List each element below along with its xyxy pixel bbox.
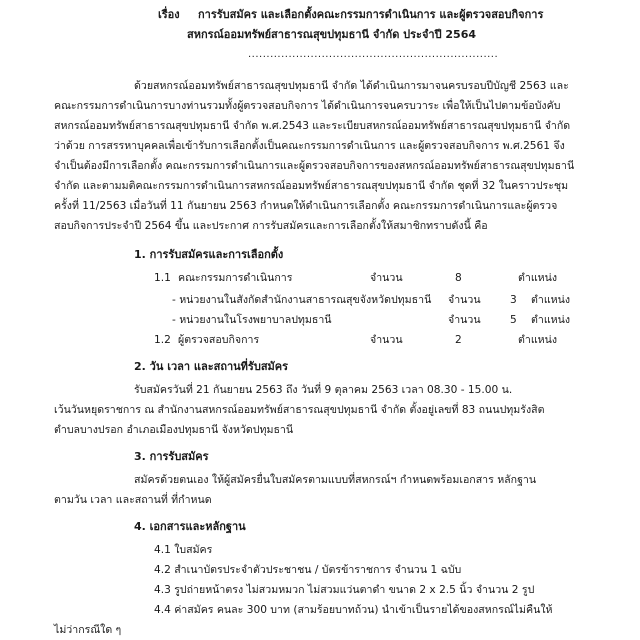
document-title-line1: การรับสมัคร และเลือกตั้งคณะกรรมการดำเนินการ และผู้ตรวจสอบกิจการ [198,8,544,21]
section-4-tail: ไม่ว่ากรณีใด ๆ [54,624,122,636]
row-1-2-num: 1.2 [154,334,171,346]
intro-line-4: ว่าด้วย การสรรหาบุคคลเพื่อเข้ารับการเลือกตั้งเป็นคณะกรรมการดำเนินการ และผู้ตรวจสอบกิจการ พ.ศ.2561 จึง [54,140,565,152]
section-2-line-3: ตำบลบางปรอก อำเภอเมืองปทุมธานี จังหวัดปทุมธานี [54,424,294,436]
intro-line-1: ด้วยสหกรณ์ออมทรัพย์สาธารณสุขปทุมธานี จำกัด ได้ดำเนินการมาจนครบรอบปีบัญชี 2563 และ [134,80,569,92]
row-1-2-amount-label: จำนวน [370,334,403,346]
title-dotted-underline: .................................................................... [248,49,499,60]
row-1-1b-amount: 5 [510,314,517,326]
row-1-1-label: คณะกรรมการดำเนินการ [178,272,293,284]
row-1-1b-label: - หน่วยงานในโรงพยาบาลปทุมธานี [172,314,332,326]
row-1-1-num: 1.1 [154,272,171,284]
row-1-2-label: ผู้ตรวจสอบกิจการ [178,334,260,346]
section-2-line-2: เว้นวันหยุดราชการ ณ สำนักงานสหกรณ์ออมทรัพย์สาธารณสุขปทุมธานี จำกัด ตั้งอยู่เลขที่ 83 ถนนปทุมรังสิต [54,404,545,416]
row-1-1a-amount-label: จำนวน [448,294,481,306]
row-1-2-amount: 2 [455,334,462,346]
section-4-item-4: 4.4 ค่าสมัคร คนละ 300 บาท (สามร้อยบาทถ้วน) นำเข้าเป็นรายได้ของสหกรณ์ไม่คืนให้ [154,604,553,616]
row-1-1a-amount: 3 [510,294,517,306]
intro-line-5: จำเป็นต้องมีการเลือกตั้ง คณะกรรมการดำเนินการและผู้ตรวจสอบกิจการของสหกรณ์ออมทรัพย์สาธารณสุขปทุมธานี [54,160,575,172]
section-4-heading: 4. เอกสารและหลักฐาน [134,520,246,533]
subject-label: เรื่อง [158,8,180,21]
section-2-heading: 2. วัน เวลา และสถานที่รับสมัคร [134,360,289,373]
section-3-line-1: สมัครด้วยตนเอง ให้ผู้สมัครยื่นใบสมัครตามแบบที่สหกรณ์ฯ กำหนดพร้อมเอกสาร หลักฐาน [134,474,537,486]
row-1-1a-unit: ตำแหน่ง [531,294,571,306]
section-4-item-2: 4.2 สำเนาบัตรประจำตัวประชาชน / บัตรข้าราชการ จำนวน 1 ฉบับ [154,564,462,576]
intro-line-7: ครั้งที่ 11/2563 เมื่อวันที่ 11 กันยายน 2563 กำหนดให้ดำเนินการเลือกตั้ง คณะกรรมการดำเนินการและผู้ตรวจ [54,200,558,212]
intro-line-8: สอบกิจการประจำปี 2564 ขึ้น และประกาศ การรับสมัครและการเลือกตั้งให้สมาชิกทราบดังนี้ คือ [54,220,488,232]
row-1-1b-unit: ตำแหน่ง [531,314,571,326]
row-1-1a-label: - หน่วยงานในสังกัดสำนักงานสาธารณสุขจังหวัดปทุมธานี [172,294,432,306]
row-1-1-amount-label: จำนวน [370,272,403,284]
section-4-item-1: 4.1 ใบสมัคร [154,544,213,556]
intro-line-2: คณะกรรมการดำเนินการบางท่านรวมทั้งผู้ตรวจสอบกิจการ ได้ดำเนินการจนครบวาระ เพื่อให้เป็นไปตามข้อบังคับ [54,100,561,112]
document-title-line2: สหกรณ์ออมทรัพย์สาธารณสุขปทุมธานี จำกัด ประจำปี 2564 [187,28,477,41]
section-3-heading: 3. การรับสมัคร [134,450,209,463]
section-1-heading: 1. การรับสมัครและการเลือกตั้ง [134,248,284,261]
row-1-1-unit: ตำแหน่ง [518,272,558,284]
intro-line-6: จำกัด และตามมติคณะกรรมการดำเนินการสหกรณ์ออมทรัพย์สาธารณสุขปทุมธานี จำกัด ชุดที่ 32 ในคราวประชุม [54,180,569,192]
intro-line-3: สหกรณ์ออมทรัพย์สาธารณสุขปทุมธานี จำกัด พ.ศ.2543 และระเบียบสหกรณ์ออมทรัพย์สาธารณสุขปทุมธานี จำกัด [54,120,571,132]
section-4-item-3: 4.3 รูปถ่ายหน้าตรง ไม่สวมหมวก ไม่สวมแว่นตาดำ ขนาด 2 x 2.5 นิ้ว จำนวน 2 รูป [154,584,535,596]
section-3-line-2: ตามวัน เวลา และสถานที่ ที่กำหนด [54,494,212,506]
row-1-2-unit: ตำแหน่ง [518,334,558,346]
row-1-1b-amount-label: จำนวน [448,314,481,326]
section-2-line-1: รับสมัครวันที่ 21 กันยายน 2563 ถึง วันที่ 9 ตุลาคม 2563 เวลา 08.30 - 15.00 น. [134,384,513,396]
row-1-1-amount: 8 [455,272,462,284]
